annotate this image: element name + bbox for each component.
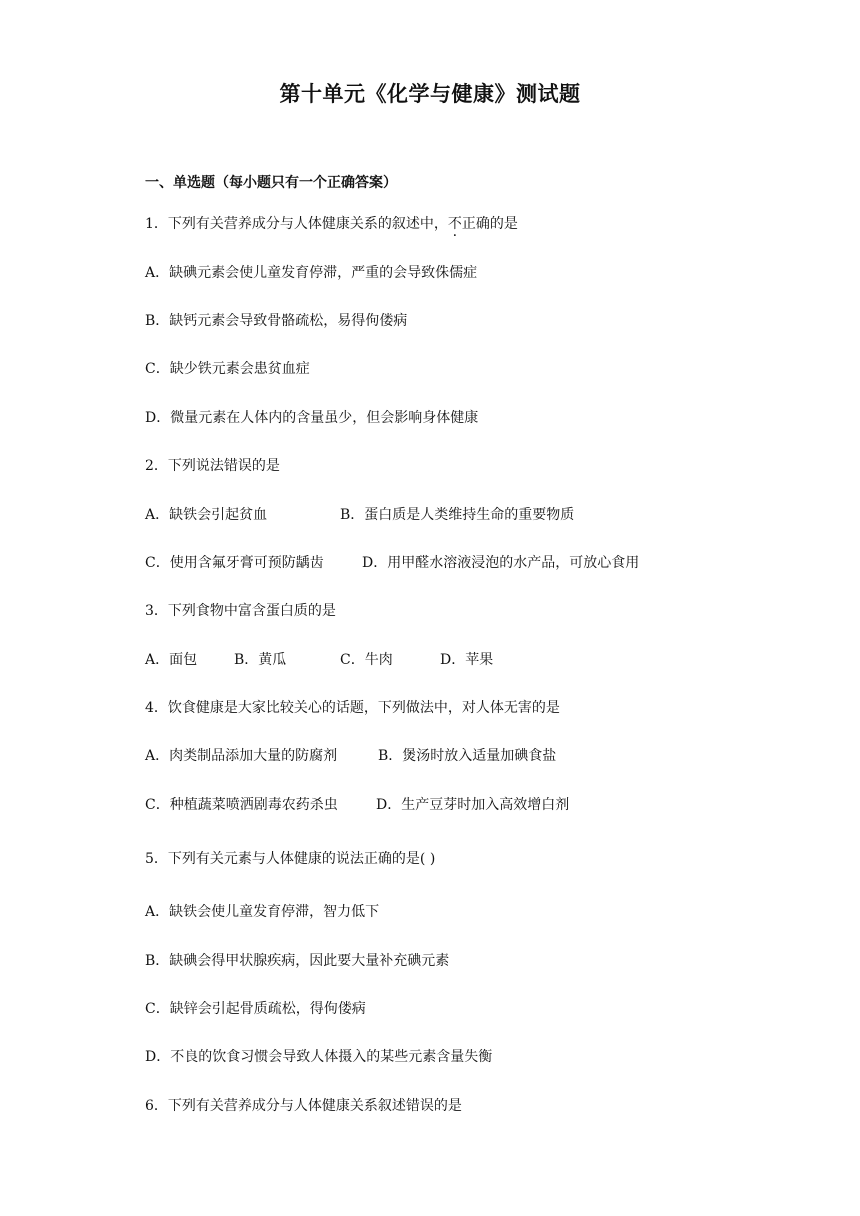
question-3-option-a: A．面包: [145, 652, 198, 668]
question-3-option-c: C．牛肉: [340, 652, 393, 668]
question-1-stem: 1．下列有关营养成分与人体健康关系的叙述中，不正确的是: [145, 216, 518, 232]
section-heading: 一、单选题（每小题只有一个正确答案）: [145, 175, 397, 191]
question-5-option-b: B．缺碘会得甲状腺疾病，因此要大量补充碘元素: [145, 953, 450, 969]
question-4-option-b: B．煲汤时放入适量加碘食盐: [378, 748, 557, 764]
question-3-stem: 3．下列食物中富含蛋白质的是: [145, 603, 336, 619]
question-2-stem: 2．下列说法错误的是: [145, 458, 280, 474]
question-4-option-d: D．生产豆芽时加入高效增白剂: [376, 797, 570, 813]
question-5-stem: 5．下列有关元素与人体健康的说法正确的是( ): [145, 851, 436, 867]
question-2-option-a: A．缺铁会引起贫血: [145, 507, 268, 523]
question-5-option-c: C．缺锌会引起骨质疏松，得佝偻病: [145, 1001, 366, 1017]
question-4-stem: 4．饮食健康是大家比较关心的话题，下列做法中，对人体无害的是: [145, 700, 560, 716]
question-2-option-d: D．用甲醛水溶液浸泡的水产品，可放心食用: [362, 555, 640, 571]
question-5-option-a: A．缺铁会使儿童发育停滞，智力低下: [145, 904, 380, 920]
question-5-option-d: D．不良的饮食习惯会导致人体摄入的某些元素含量失衡: [145, 1049, 493, 1065]
question-1-option-a: A．缺碘元素会使儿童发育停滞，严重的会导致侏儒症: [145, 265, 478, 281]
question-2-option-b: B．蛋白质是人类维持生命的重要物质: [340, 507, 575, 523]
page-title: 第十单元《化学与健康》测试题: [279, 82, 581, 106]
question-3-option-b: B．黄瓜: [234, 652, 287, 668]
question-6-stem: 6．下列有关营养成分与人体健康关系叙述错误的是: [145, 1098, 462, 1114]
question-2-option-c: C．使用含氟牙膏可预防龋齿: [145, 555, 324, 571]
question-3-option-d: D．苹果: [440, 652, 494, 668]
question-4-option-a: A．肉类制品添加大量的防腐剂: [145, 748, 338, 764]
question-4-option-c: C．种植蔬菜喷洒剧毒农药杀虫: [145, 797, 338, 813]
question-1-option-c: C．缺少铁元素会患贫血症: [145, 361, 310, 377]
emphasis-mark: 不: [447, 216, 462, 232]
question-1-option-b: B．缺钙元素会导致骨骼疏松，易得佝偻病: [145, 313, 408, 329]
question-1-option-d: D．微量元素在人体内的含量虽少，但会影响身体健康: [145, 410, 479, 426]
